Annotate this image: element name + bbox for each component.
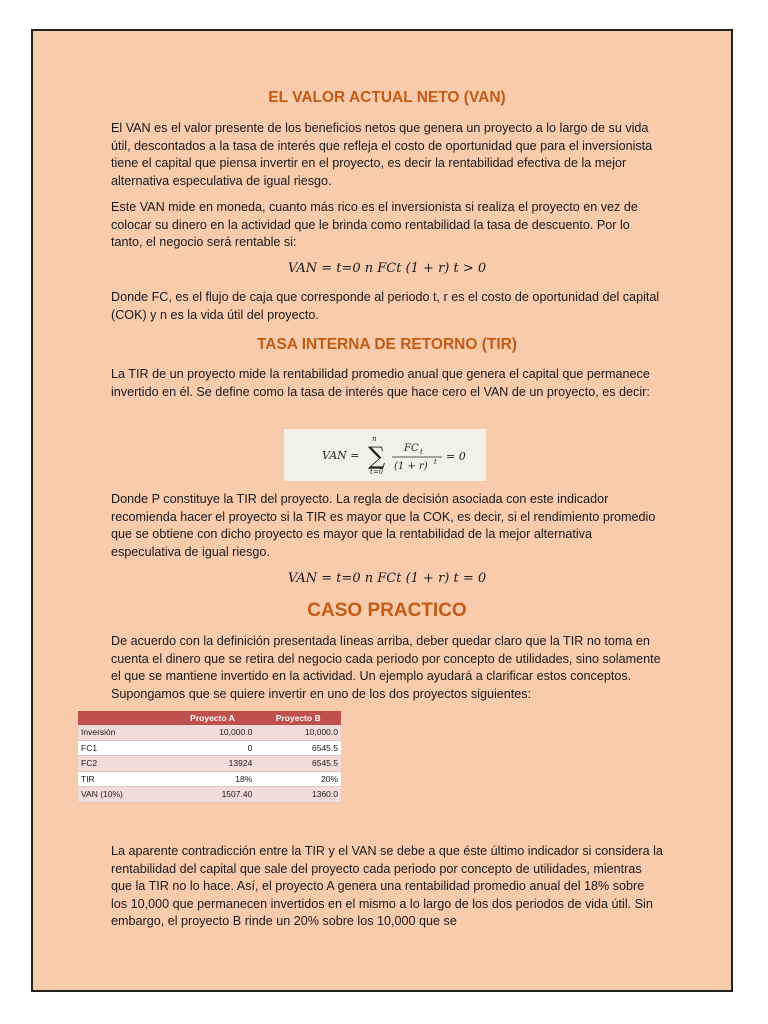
van-formula: VAN = t=0 n FCt (1 + r) t > 0 bbox=[287, 261, 487, 276]
formula-rhs: = 0 bbox=[446, 450, 466, 463]
table-cell: FC2 bbox=[78, 756, 170, 772]
van-paragraph-3: Donde FC, es el flujo de caja que corresponde al periodo t, r es el costo de oportunidad del capital (COK) y n es la vida útil del proyecto. bbox=[111, 290, 660, 322]
formula-lhs: VAN = bbox=[322, 449, 360, 462]
table-row bbox=[78, 725, 341, 740]
caso-paragraph-1: De acuerdo con la definición presentada líneas arriba, deber quedar claro que la TIR no toma en cuenta el dinero que se retira del negocio cada periodo por concepto de utilidades, sino solamente el que se mantiene invertido en la actividad. Un ejemplo ayudará a clarificar estos conceptos. Supongamos que se quiere invertir en uno de los dos proyectos siguientes: bbox=[111, 634, 661, 701]
formula-denominator-sup: t bbox=[434, 458, 437, 466]
van-sum-formula-svg bbox=[284, 429, 486, 481]
table-cell: Inversión bbox=[78, 725, 170, 740]
formula-denominator: (1 + r) bbox=[394, 461, 428, 472]
table-cell: 10,000.0 bbox=[255, 725, 341, 740]
sum-symbol: ∑ bbox=[368, 442, 386, 470]
caso-heading: CASO PRACTICO bbox=[307, 600, 467, 621]
caso-paragraph-2: La aparente contradicción entre la TIR y el VAN se debe a que éste último indicador si considera la rentabilidad del capital que sale del proyecto cada periodo por concepto de utilidades, mientras que la TIR no lo hace. Así, el proyecto A genera una rentabilidad promedio anual del 18% sobre los 10,000 que permanecen invertidos en el mismo a lo largo de los dos periodos de vida útil. Sin embargo, el proyecto B rinde un 20% sobre los 10,000 que se bbox=[111, 844, 663, 929]
van-paragraph-1: El VAN es el valor presente de los beneficios netos que genera un proyecto a lo largo de su vida útil, descontados a la tasa de interés que refleja el costo de oportunidad que para el inversionista tiene el capital que piensa invertir en el proyecto, es decir la rentabilidad efectiva de la mejor alternativa especulativa de igual riesgo. bbox=[111, 121, 653, 188]
table-cell: VAN (10%) bbox=[78, 787, 170, 803]
van-sum-formula-image bbox=[284, 429, 486, 481]
table-header-cell bbox=[78, 711, 170, 725]
sum-lower-limit: t=0 bbox=[370, 468, 384, 476]
table-header-row bbox=[78, 711, 341, 725]
table-header-cell: Proyecto A bbox=[170, 711, 256, 725]
table-row bbox=[78, 771, 341, 787]
tir-paragraph-1: La TIR de un proyecto mide la rentabilidad promedio anual que genera el capital que permanece invertido en él. Se define como la tasa de interés que hace cero el VAN de un proyecto, es decir: bbox=[111, 367, 650, 399]
table-cell: 1360.0 bbox=[255, 787, 341, 803]
table-cell: 18% bbox=[170, 771, 256, 787]
table-cell: TIR bbox=[78, 771, 170, 787]
table-header-cell: Proyecto B bbox=[255, 711, 341, 725]
van-heading: EL VALOR ACTUAL NETO (VAN) bbox=[268, 89, 506, 106]
table-row bbox=[78, 787, 341, 803]
sum-upper-limit: n bbox=[372, 435, 377, 443]
tir-formula: VAN = t=0 n FCt (1 + r) t = 0 bbox=[287, 571, 487, 586]
table-cell: 10,000.0 bbox=[170, 725, 256, 740]
tir-paragraph-2: Donde P constituye la TIR del proyecto. La regla de decisión asociada con este indicador recomienda hacer el proyecto si la TIR es mayor que la COK, es decir, si el rendimiento promedio que se obtiene con dicho proyecto es mayor que la rentabilidad de la mejor alternativa especulativa de igual riesgo. bbox=[111, 492, 656, 559]
table-cell: FC1 bbox=[78, 740, 170, 756]
table-cell: 6545.5 bbox=[255, 756, 341, 772]
projects-comparison-table bbox=[78, 711, 341, 803]
table-row bbox=[78, 756, 341, 772]
van-paragraph-2: Este VAN mide en moneda, cuanto más rico es el inversionista si realiza el proyecto en vez de colocar su dinero en la actividad que le brinda como rentabilidad la tasa de descuento. Por lo tanto, el negocio será rentable si: bbox=[111, 200, 638, 250]
table-cell: 0 bbox=[170, 740, 256, 756]
formula-numerator-sub: t bbox=[420, 448, 423, 456]
table-cell: 20% bbox=[255, 771, 341, 787]
formula-numerator: FC bbox=[404, 443, 419, 454]
table-cell: 1507.40 bbox=[170, 787, 256, 803]
table-cell: 13924 bbox=[170, 756, 256, 772]
tir-heading: TASA INTERNA DE RETORNO (TIR) bbox=[256, 336, 518, 353]
document-page bbox=[31, 29, 733, 992]
table-cell: 6545.5 bbox=[255, 740, 341, 756]
table-row bbox=[78, 740, 341, 756]
